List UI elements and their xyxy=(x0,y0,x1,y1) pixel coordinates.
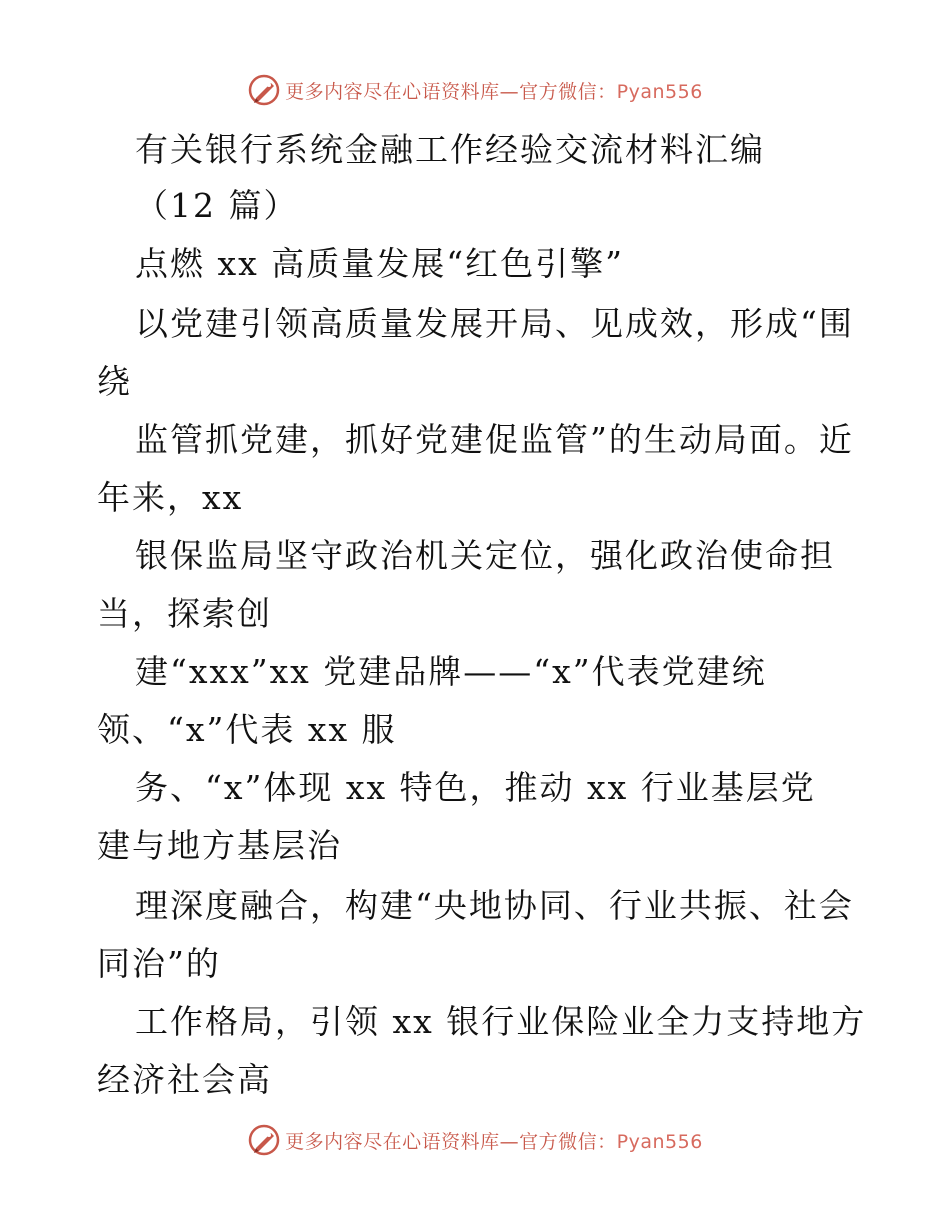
section-heading: 点燃 xx 高质量发展“红色引擎” xyxy=(135,244,624,283)
watermark-id: Pyan556 xyxy=(616,80,703,103)
watermark-id: Pyan556 xyxy=(616,1130,703,1153)
paragraph-line: 银保监局坚守政治机关定位，强化政治使命担 xyxy=(135,536,835,575)
paragraph-line: 工作格局，引领 xx 银行业保险业全力支持地方 xyxy=(135,1002,867,1041)
watermark-text: 更多内容尽在心语资料库—官方微信：Pyan556 xyxy=(285,80,703,103)
header-watermark xyxy=(0,70,950,110)
paragraph-line: 当，探索创 xyxy=(97,594,272,633)
document-subtitle: （12 篇） xyxy=(135,186,299,225)
paragraph-line: 年来，xx xyxy=(97,478,244,517)
document-title: 有关银行系统金融工作经验交流材料汇编 xyxy=(135,130,765,169)
pen-logo-icon xyxy=(247,73,281,107)
paragraph-line: 理深度融合，构建“央地协同、行业共振、社会 xyxy=(135,886,854,925)
paragraph-line: 建“xxx”xx 党建品牌——“x”代表党建统 xyxy=(135,652,767,691)
watermark-text: 更多内容尽在心语资料库—官方微信：Pyan556 xyxy=(285,1130,703,1153)
paragraph-line: 建与地方基层治 xyxy=(97,826,342,865)
paragraph-line: 绕 xyxy=(97,362,132,401)
paragraph-line: 领、“x”代表 xx 服 xyxy=(97,710,397,749)
paragraph-line: 务、“x”体现 xx 特色，推动 xx 行业基层党 xyxy=(135,768,816,807)
paragraph-line: 以党建引领高质量发展开局、见成效，形成“围 xyxy=(135,304,854,343)
paragraph-line: 经济社会高 xyxy=(97,1060,272,1099)
paragraph-line: 监管抓党建，抓好党建促监管”的生动局面。近 xyxy=(135,420,854,459)
pen-logo-icon xyxy=(247,1123,281,1157)
paragraph-line: 同治”的 xyxy=(97,944,221,983)
footer-watermark xyxy=(0,1120,950,1160)
